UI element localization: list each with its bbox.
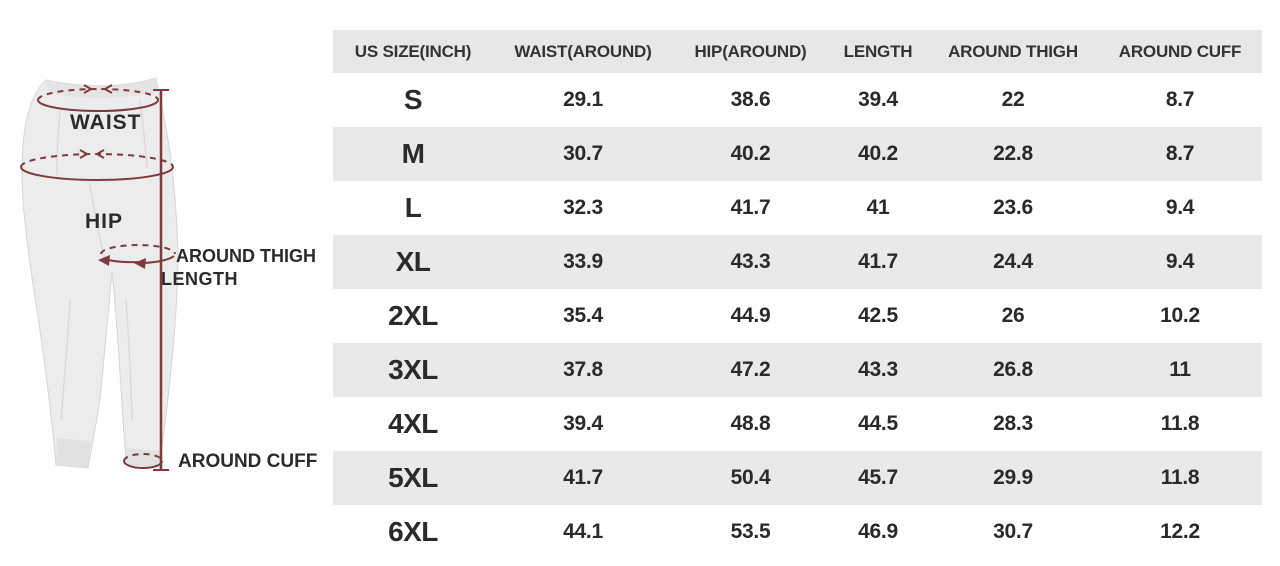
size-cell: XL bbox=[395, 246, 431, 277]
size-cell: 3XL bbox=[388, 354, 438, 385]
value-cell: 42.5 bbox=[858, 304, 898, 327]
column-header: LENGTH bbox=[828, 30, 928, 73]
value-cell: 39.4 bbox=[858, 88, 898, 111]
value-cell: 23.6 bbox=[993, 196, 1033, 219]
value-cell: 28.3 bbox=[993, 412, 1033, 435]
pants-measurement-diagram bbox=[0, 0, 335, 566]
table-row bbox=[333, 343, 1262, 397]
table-row bbox=[333, 289, 1262, 343]
value-cell: 29.9 bbox=[993, 466, 1033, 489]
size-table bbox=[333, 30, 1262, 559]
column-header: US SIZE(INCH) bbox=[333, 30, 493, 73]
value-cell: 11.8 bbox=[1160, 412, 1200, 435]
value-cell: 44.1 bbox=[563, 520, 603, 543]
value-cell: 35.4 bbox=[563, 304, 603, 327]
value-cell: 11 bbox=[1169, 358, 1191, 381]
value-cell: 9.4 bbox=[1165, 196, 1195, 219]
value-cell: 22.8 bbox=[993, 142, 1033, 165]
table-header-row bbox=[333, 30, 1262, 73]
size-cell: M bbox=[401, 138, 425, 169]
table-row bbox=[333, 73, 1262, 127]
value-cell: 39.4 bbox=[563, 412, 603, 435]
value-cell: 45.7 bbox=[858, 466, 898, 489]
value-cell: 26.8 bbox=[993, 358, 1033, 381]
size-cell: 6XL bbox=[388, 516, 438, 547]
value-cell: 44.5 bbox=[858, 412, 898, 435]
value-cell: 9.4 bbox=[1165, 250, 1195, 273]
value-cell: 38.6 bbox=[730, 88, 771, 111]
value-cell: 47.2 bbox=[730, 358, 771, 381]
value-cell: 24.4 bbox=[993, 250, 1033, 273]
value-cell: 53.5 bbox=[730, 520, 771, 543]
value-cell: 11.8 bbox=[1160, 466, 1200, 489]
size-cell: 5XL bbox=[388, 462, 438, 493]
table-row bbox=[333, 451, 1262, 505]
value-cell: 26 bbox=[1001, 304, 1025, 327]
size-cell: 2XL bbox=[388, 300, 438, 331]
table-row bbox=[333, 127, 1262, 181]
value-cell: 41 bbox=[866, 196, 890, 219]
value-cell: 10.2 bbox=[1160, 304, 1200, 327]
value-cell: 32.3 bbox=[563, 196, 603, 219]
column-header: HIP(AROUND) bbox=[673, 30, 828, 73]
value-cell: 43.3 bbox=[858, 358, 898, 381]
column-header: AROUND THIGH bbox=[928, 30, 1098, 73]
value-cell: 30.7 bbox=[563, 142, 603, 165]
size-table-body bbox=[333, 73, 1262, 559]
value-cell: 44.9 bbox=[730, 304, 771, 327]
value-cell: 50.4 bbox=[730, 466, 771, 489]
value-cell: 41.7 bbox=[563, 466, 603, 489]
length-label: LENGTH bbox=[161, 269, 238, 289]
value-cell: 40.2 bbox=[858, 142, 898, 165]
value-cell: 41.7 bbox=[858, 250, 898, 273]
value-cell: 41.7 bbox=[730, 196, 771, 219]
left-cuff-band bbox=[56, 438, 91, 468]
value-cell: 40.2 bbox=[730, 142, 771, 165]
value-cell: 33.9 bbox=[563, 250, 603, 273]
column-header: WAIST(AROUND) bbox=[493, 30, 673, 73]
size-cell: L bbox=[404, 192, 422, 223]
value-cell: 12.2 bbox=[1160, 520, 1200, 543]
pants-silhouette bbox=[22, 78, 178, 468]
value-cell: 43.3 bbox=[730, 250, 771, 273]
size-cell: S bbox=[403, 84, 423, 115]
value-cell: 8.7 bbox=[1165, 142, 1195, 165]
table-row bbox=[333, 235, 1262, 289]
size-cell: 4XL bbox=[388, 408, 438, 439]
waist-label: WAIST bbox=[70, 111, 142, 134]
value-cell: 8.7 bbox=[1165, 88, 1195, 111]
table-row bbox=[333, 397, 1262, 451]
around-thigh-label: AROUND THIGH bbox=[176, 246, 316, 266]
around-cuff-label: AROUND CUFF bbox=[178, 451, 318, 472]
value-cell: 37.8 bbox=[563, 358, 603, 381]
hip-label: HIP bbox=[85, 210, 124, 233]
value-cell: 29.1 bbox=[563, 88, 603, 111]
value-cell: 30.7 bbox=[993, 520, 1033, 543]
table-row bbox=[333, 505, 1262, 559]
column-header: AROUND CUFF bbox=[1098, 30, 1262, 73]
value-cell: 48.8 bbox=[730, 412, 771, 435]
value-cell: 22 bbox=[1001, 88, 1025, 111]
value-cell: 46.9 bbox=[858, 520, 898, 543]
table-row bbox=[333, 181, 1262, 235]
